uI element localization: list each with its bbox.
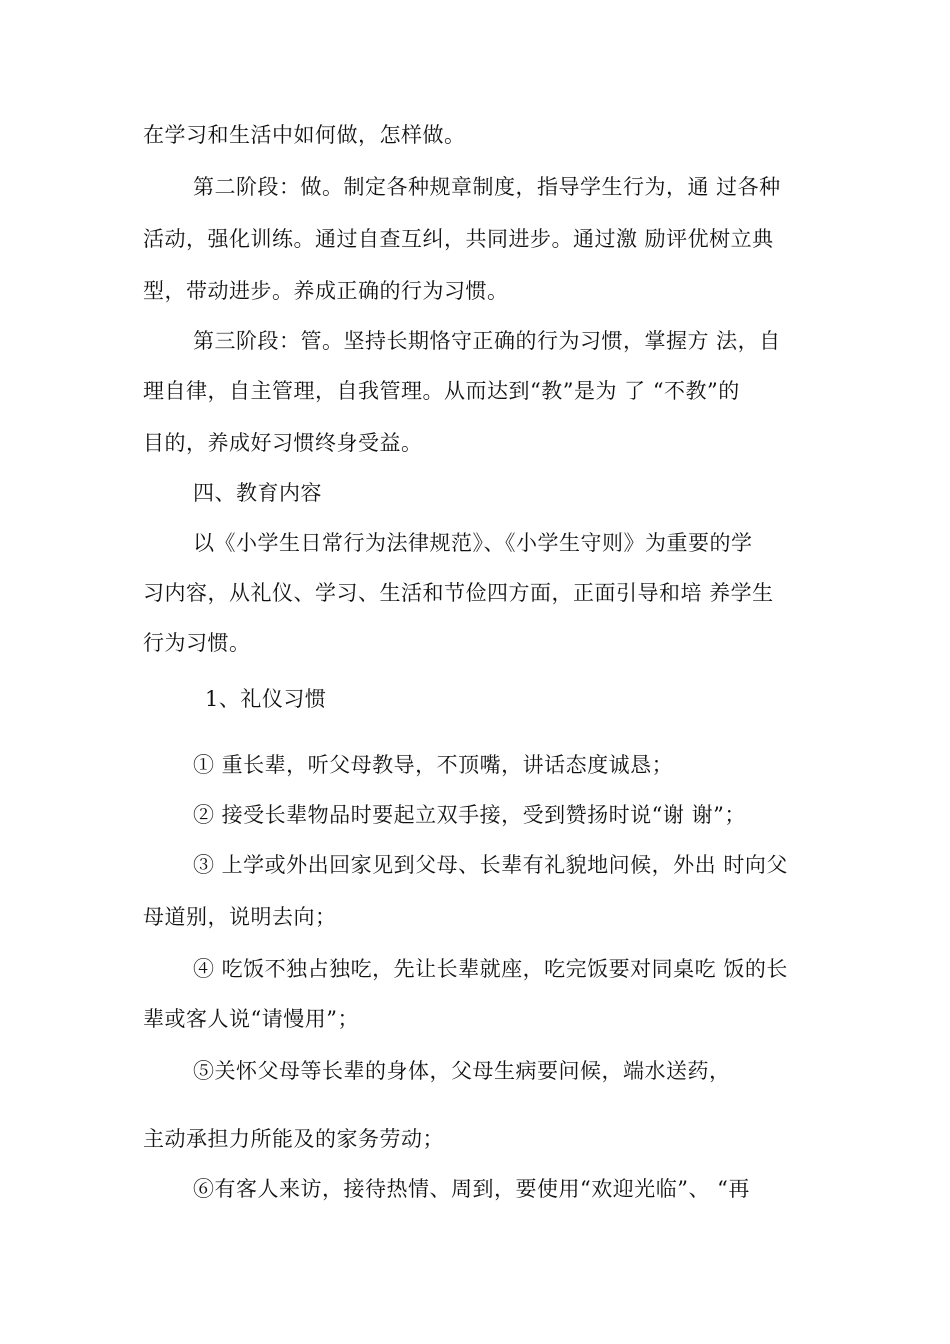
list-item: ④ 吃饭不独占独吃，先让长辈就座，吃完饭要对同桌吃 饭的长 [193,957,788,981]
list-item: ⑤关怀父母等长辈的身体，父母生病要问候，端水送药， [193,1059,731,1083]
subsection-heading: 1、礼仪习惯 [205,687,327,711]
text-line: 以《小学生日常行为法律规范》、《小学生守则》为重要的学 [193,531,753,555]
text-line: 活动，强化训练。通过自查互纠，共同进步。通过激 励评优树立典 [143,227,774,251]
text-line: 理自律，自主管理，自我管理。从而达到“教”是为 了 “不教”的 [143,379,740,403]
list-item: ② 接受长辈物品时要起立双手接，受到赞扬时说“谢 谢”； [193,803,746,827]
text-line: 行为习惯。 [143,631,251,655]
text-line: 型，带动进步。养成正确的行为习惯。 [143,279,509,303]
section-heading: 四、教育内容 [193,481,322,505]
text-line: 在学习和生活中如何做，怎样做。 [143,123,466,147]
text-line: 辈或客人说“请慢用”； [143,1007,359,1031]
text-line: 习内容，从礼仪、学习、生活和节俭四方面，正面引导和培 养学生 [143,581,774,605]
list-item: ③ 上学或外出回家见到父母、长辈有礼貌地问候，外出 时向父 [193,853,788,877]
list-item: ⑥有客人来访，接待热情、周到，要使用“欢迎光临”、 “再 [193,1177,750,1201]
text-line: 第三阶段：管。坚持长期恪守正确的行为习惯，掌握方 法，自 [193,329,781,353]
text-line: 主动承担力所能及的家务劳动； [143,1127,444,1151]
text-line: 目的，养成好习惯终身受益。 [143,431,423,455]
text-line: 母道别，说明去向； [143,905,337,929]
text-line: 第二阶段：做。制定各种规章制度，指导学生行为，通 过各种 [193,175,781,199]
list-item: ① 重长辈，听父母教导，不顶嘴，讲话态度诚恳； [193,753,674,777]
